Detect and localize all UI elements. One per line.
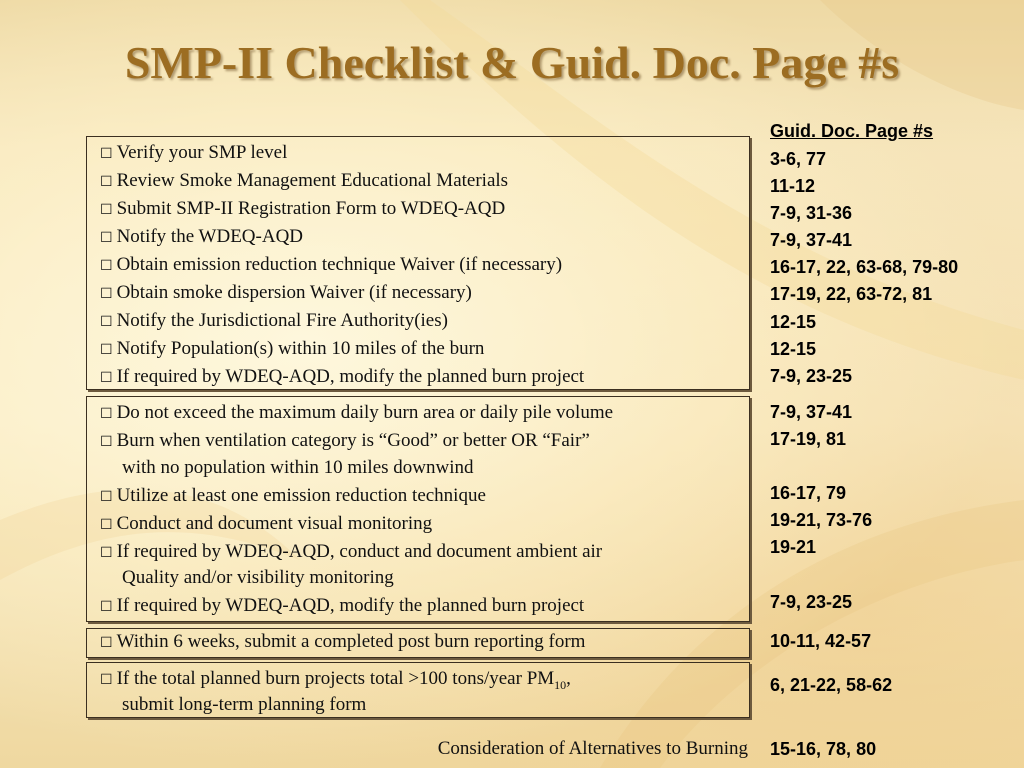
checkbox-icon: ☐ [100,672,113,688]
checklist-item-label: Conduct and document visual monitoring [116,513,433,534]
checklist-item [100,142,287,165]
checkbox-icon: ☐ [100,286,113,302]
page-numbers: 17-19, 81 [770,429,847,449]
checklist-item-label: Review Smoke Management Educational Materials [116,170,509,191]
checklist-item [100,282,472,305]
checklist-item [100,310,448,333]
checklist-item [100,338,484,361]
page-numbers: 19-21, 73-76 [770,510,873,530]
checkbox-icon: ☐ [100,258,113,274]
page-numbers: 17-19, 22, 63-72, 81 [770,284,933,304]
checkbox-icon: ☐ [100,230,113,246]
checklist-item [100,198,505,221]
checklist-item-label: Do not exceed the maximum daily burn area or daily pile volume [116,402,614,423]
checkbox-icon: ☐ [100,545,113,561]
checklist-item-label: Utilize at least one emission reduction technique [116,485,486,506]
checkbox-icon: ☐ [100,489,113,505]
page-numbers: 7-9, 31-36 [770,203,853,223]
checklist-item-label: Notify Population(s) within 10 miles of the burn [116,338,485,359]
checklist-item [100,631,585,654]
checklist-item-label: If required by WDEQ-AQD, modify the planned burn project [116,595,585,616]
checklist-item [100,595,584,618]
page-numbers: 7-9, 23-25 [770,592,853,612]
checklist-item [100,513,432,536]
alternatives-page-numbers: 15-16, 78, 80 [770,739,877,759]
checklist-item-label: If the total planned burn projects total >100 tons/year $PM_{10}$, [116,668,571,692]
page-numbers: 12-15 [770,339,817,359]
checklist-item [100,170,508,193]
page-numbers: 12-15 [770,312,817,332]
checklist-item [100,254,562,277]
checkbox-icon: ☐ [100,146,113,162]
checklist-item-label: Within 6 weeks, submit a completed post burn reporting form [116,631,586,652]
checkbox-icon: ☐ [100,202,113,218]
checklist-item-label: Obtain emission reduction technique Waiver (if necessary) [116,254,563,275]
page-numbers: 19-21 [770,537,817,557]
checkbox-icon: ☐ [100,342,113,358]
checklist-item-continuation: with no population within 10 miles downwind [122,457,474,478]
page-numbers-header: Guid. Doc. Page #s [770,121,934,141]
checklist-item [100,668,571,696]
checklist-item [100,226,303,249]
checkbox-icon: ☐ [100,434,113,450]
checkbox-icon: ☐ [100,370,113,386]
page-numbers: 16-17, 79 [770,483,847,503]
checklist-item-label: If required by WDEQ-AQD, modify the planned burn project [116,366,585,387]
checklist-item-label: Obtain smoke dispersion Waiver (if necessary) [116,282,472,303]
page-numbers: 11-12 [770,176,816,196]
page-numbers: 7-9, 23-25 [770,366,853,386]
checklist-item [100,485,486,508]
checkbox-icon: ☐ [100,174,113,190]
page-numbers: 7-9, 37-41 [770,230,853,250]
checklist-item-label: Submit SMP-II Registration Form to WDEQ-AQD [116,198,506,219]
checkbox-icon: ☐ [100,517,113,533]
alternatives-label: Consideration of Alternatives to Burning [437,738,748,759]
page-numbers: 7-9, 37-41 [770,402,853,422]
checklist-item [100,541,602,564]
page-numbers: 10-11, 42-57 [770,631,872,651]
page-numbers: 3-6, 77 [770,149,827,169]
checklist-item-continuation: Quality and/or visibility monitoring [122,567,394,588]
checkbox-icon: ☐ [100,406,113,422]
page-numbers: 6, 21-22, 58-62 [770,675,893,695]
checklist-item-label: Burn when ventilation category is “Good” or better OR “Fair” [116,430,590,451]
checklist-item-label: Verify your SMP level [116,142,288,163]
checkbox-icon: ☐ [100,599,113,615]
checklist-item-label: If required by WDEQ-AQD, conduct and document ambient air [116,541,603,562]
checklist-item-label: Notify the Jurisdictional Fire Authority(ies) [116,310,448,331]
slide-title: SMP-II Checklist & Guid. Doc. Page #s [124,37,900,88]
checklist-item [100,430,590,453]
checklist-item [100,402,613,425]
checkbox-icon: ☐ [100,635,113,651]
page-numbers: 16-17, 22, 63-68, 79-80 [770,257,959,277]
checklist-item-continuation: submit long-term planning form [122,694,367,715]
checklist-item [100,366,584,389]
checklist-item-label: Notify the WDEQ-AQD [116,226,304,247]
checkbox-icon: ☐ [100,314,113,330]
